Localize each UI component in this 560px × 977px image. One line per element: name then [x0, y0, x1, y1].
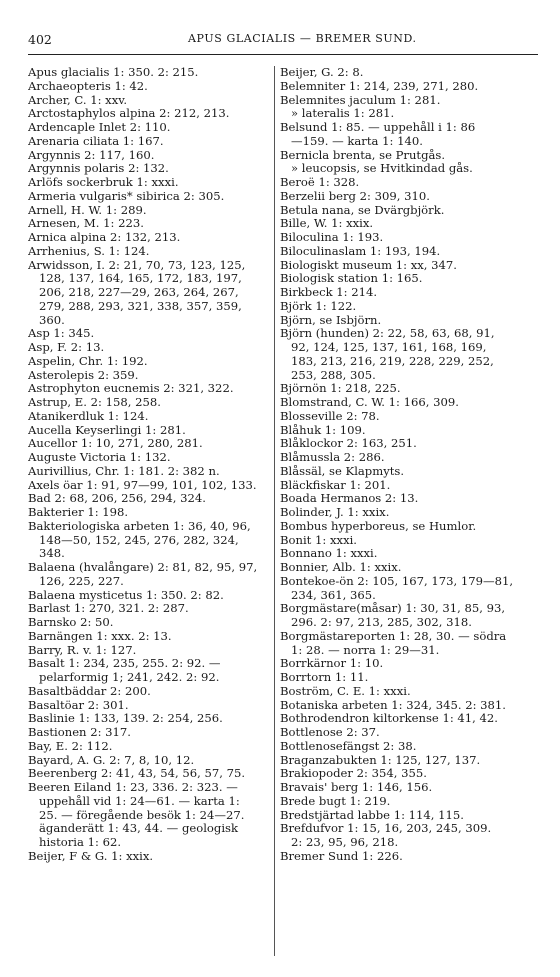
index-entry: Bayard, A. G. 2: 7, 8, 10, 12. — [28, 753, 195, 767]
index-column-left — [28, 66, 272, 864]
index-entry: Bottlenose 2: 37. — [280, 726, 380, 739]
index-entry: Bastionen 2: 317. — [28, 726, 131, 739]
index-entry: Belsund 1: 85. — uppehåll i 1: 86 — [280, 121, 476, 134]
index-entry-continuation: äganderätt 1: 43, 44. — geologisk — [39, 822, 239, 836]
index-entry-continuation: 234, 361, 365. — [291, 588, 376, 602]
index-entry-continuation: pelarformig 1; 241, 242. 2: 92. — [39, 671, 220, 684]
index-entry: Brede bugt 1: 219. — [280, 794, 391, 808]
index-entry: Bille, W. 1: xxix. — [280, 217, 374, 231]
index-entry: Betula nana, se Dvärgbjörk. — [280, 203, 445, 217]
index-entry: Aucella Keyserlingi 1: 281. — [28, 423, 186, 437]
index-entry: Biologisk station 1: 165. — [280, 272, 423, 286]
index-entry: Arrhenius, S. 1: 124. — [28, 244, 150, 258]
index-entry: Arctostaphylos alpina 2: 212, 213. — [28, 107, 230, 121]
index-entry: Balaena (hvalångare) 2: 81, 82, 95, 97, — [28, 561, 258, 574]
index-entry: Bredstjärtad labbe 1: 114, 115. — [280, 808, 464, 822]
index-entry: Bernicla brenta, se Prutgås. — [280, 148, 446, 162]
index-entry-continuation: uppehåll vid 1: 24—61. — karta 1: — [39, 794, 240, 808]
index-entry: Bothrodendron kiltorkense 1: 41, 42. — [280, 712, 498, 726]
index-entry: Blåssäl, se Klapmyts. — [280, 464, 405, 478]
index-entry-continuation: 279, 288, 293, 321, 338, 357, 359, — [39, 299, 242, 313]
index-entry: Ardencaple Inlet 2: 110. — [28, 121, 171, 134]
index-entry: Boström, C. E. 1: xxxi. — [280, 684, 411, 698]
index-entry: Archer, C. 1: xxv. — [28, 93, 128, 107]
index-entry: Aucellor 1: 10, 271, 280, 281. — [28, 437, 203, 451]
index-entry: Blåhuk 1: 109. — [280, 423, 366, 437]
index-entry: Beerenberg 2: 41, 43, 54, 56, 57, 75. — [28, 767, 246, 781]
index-entry-continuation: 1: 28. — norra 1: 29—31. — [291, 643, 440, 657]
index-entry: Bläckfiskar 1: 201. — [280, 478, 391, 492]
index-entry: Arnesen, M. 1: 223. — [28, 217, 144, 231]
index-entry: Asp 1: 345. — [28, 327, 95, 341]
index-entry-continuation: 348. — [39, 547, 65, 561]
index-entry: Barlast 1: 270, 321. 2: 287. — [28, 602, 189, 616]
index-entry: Beroë 1: 328. — [280, 176, 360, 189]
index-entry: Axels öar 1: 91, 97—99, 101, 102, 133. — [28, 478, 257, 492]
index-entry: Beeren Eiland 1: 23, 336. 2: 323. — — [28, 781, 238, 794]
page-number: 402 — [28, 32, 52, 47]
index-entry: Bremer Sund 1: 226. — [280, 849, 403, 863]
index-entry: Arnell, H. W. 1: 289. — [28, 203, 147, 217]
running-title: APUS GLACIALIS — BREMER SUND. — [188, 32, 417, 45]
index-entry-continuation: —159. — karta 1: 140. — [291, 134, 423, 148]
index-entry: Biloculinaslam 1: 193, 194. — [280, 244, 441, 258]
index-entry: Belemnites jaculum 1: 281. — [280, 93, 441, 107]
index-entry: Arenaria ciliata 1: 167. — [28, 134, 164, 148]
index-entry: Bolinder, J. 1: xxix. — [280, 506, 390, 519]
index-entry: Biloculina 1: 193. — [280, 231, 384, 244]
index-entry: Bay, E. 2: 112. — [28, 739, 113, 753]
index-entry: Björk 1: 122. — [280, 299, 357, 313]
index-entry: Auguste Victoria 1: 132. — [28, 451, 171, 464]
index-entry: Borrkärnor 1: 10. — [280, 657, 384, 671]
index-entry: Barnängen 1: xxx. 2: 13. — [28, 629, 172, 643]
index-entry: Bonnier, Alb. 1: xxix. — [280, 561, 402, 574]
index-entry: Björnön 1: 218, 225. — [280, 382, 401, 396]
index-entry: Balaena mysticetus 1: 350. 2: 82. — [28, 588, 224, 602]
index-entry-continuation: 360. — [39, 313, 65, 327]
index-entry: Archaeopteris 1: 42. — [28, 79, 148, 93]
index-entry: Beijer, G. 2: 8. — [280, 66, 364, 79]
index-entry: Barry, R. v. 1: 127. — [28, 643, 137, 657]
index-entry: Björn (hunden) 2: 22, 58, 63, 68, 91, — [280, 327, 495, 341]
index-entry: Aurivillius, Chr. 1: 181. 2: 382 n. — [28, 464, 220, 478]
index-entry: Brefdufvor 1: 15, 16, 203, 245, 309. — [280, 822, 492, 836]
index-entry: Bottlenosefängst 2: 38. — [280, 739, 417, 753]
index-entry: Bombus hyperboreus, se Humlor. — [280, 519, 477, 533]
index-column-right — [280, 66, 538, 864]
index-entry: Barnsko 2: 50. — [28, 616, 114, 629]
index-entry: Armeria vulgaris* sibirica 2: 305. — [28, 189, 225, 203]
index-entry-continuation: 296. 2: 97, 213, 285, 302, 318. — [291, 616, 472, 629]
index-entry: Borrtorn 1: 11. — [280, 671, 369, 684]
index-entry: Bakteriologiska arbeten 1: 36, 40, 96, — [28, 519, 251, 533]
index-entry-continuation: 148—50, 152, 245, 276, 282, 324, — [39, 533, 239, 547]
index-entry: Belemniter 1: 214, 239, 271, 280. — [280, 79, 479, 93]
index-entry: Bonit 1: xxxi. — [280, 533, 357, 547]
index-entry: Asterolepis 2: 359. — [28, 368, 139, 382]
index-entry: Blomstrand, C. W. 1: 166, 309. — [280, 396, 459, 409]
index-entry: Arlöfs sockerbruk 1: xxxi. — [28, 176, 179, 189]
index-entry: Aspelin, Chr. 1: 192. — [28, 354, 148, 368]
index-entry: Baslinie 1: 133, 139. 2: 254, 256. — [28, 712, 223, 726]
index-entry: Basaltöar 2: 301. — [28, 698, 129, 712]
index-entry: Borgmästare(måsar) 1: 30, 31, 85, 93, — [280, 602, 506, 616]
index-entry: Basalt 1: 234, 235, 255. 2: 92. — — [28, 657, 221, 671]
header-rule — [28, 54, 538, 55]
index-entry-continuation: historia 1: 62. — [39, 836, 122, 849]
index-entry: Blosseville 2: 78. — [280, 409, 380, 423]
index-entry: Braganzabukten 1: 125, 127, 137. — [280, 753, 481, 767]
index-entry: Borgmästareporten 1: 28, 30. — södra — [280, 629, 507, 643]
index-entry: Boada Hermanos 2: 13. — [280, 492, 419, 506]
index-entry: Astrophyton eucnemis 2: 321, 322. — [28, 382, 234, 396]
index-entry: Apus glacialis 1: 350. 2: 215. — [28, 66, 199, 79]
index-entry: Argynnis polaris 2: 132. — [28, 162, 169, 176]
index-entry: Brakiopoder 2: 354, 355. — [280, 767, 427, 781]
index-entry-continuation: » leucopsis, se Hvitkindad gås. — [291, 162, 473, 176]
index-entry: Bad 2: 68, 206, 256, 294, 324. — [28, 492, 206, 506]
index-entry: Biologiskt museum 1: xx, 347. — [280, 258, 457, 272]
index-entry: Berzelii berg 2: 309, 310. — [280, 189, 430, 203]
index-entry: Astrup, E. 2: 158, 258. — [28, 396, 161, 409]
index-entry: Atanikerdluk 1: 124. — [28, 409, 149, 423]
index-entry-continuation: 128, 137, 164, 165, 172, 183, 197, — [39, 272, 242, 286]
index-entry: Bravais' berg 1: 146, 156. — [280, 781, 433, 794]
index-entry-continuation: 206, 218, 227—29, 263, 264, 267, — [39, 286, 239, 299]
index-entry: Blåklockor 2: 163, 251. — [280, 437, 417, 451]
column-divider — [274, 66, 275, 956]
index-entry-continuation: 183, 213, 216, 219, 228, 229, 252, — [291, 354, 494, 368]
index-entry: Arwidsson, I. 2: 21, 70, 73, 123, 125, — [28, 258, 246, 272]
index-entry: Blåmussla 2: 286. — [280, 451, 385, 464]
index-entry: Bontekoe-ön 2: 105, 167, 173, 179—81, — [280, 574, 514, 588]
index-entry-continuation: » lateralis 1: 281. — [291, 107, 395, 121]
index-entry-continuation: 2: 23, 95, 96, 218. — [291, 836, 399, 849]
index-entry: Björn, se Isbjörn. — [280, 313, 382, 327]
index-entry-continuation: 25. — föregående besök 1: 24—27. — [39, 808, 245, 822]
index-entry-continuation: 92, 124, 125, 137, 161, 168, 169, — [291, 341, 487, 354]
index-entry: Beijer, F & G. 1: xxix. — [28, 849, 154, 863]
index-entry: Bakterier 1: 198. — [28, 506, 129, 519]
index-entry: Botaniska arbeten 1: 324, 345. 2: 381. — [280, 698, 506, 712]
page-header — [28, 32, 538, 50]
index-entry-continuation: 253, 288, 305. — [291, 368, 376, 382]
index-entry: Basaltbäddar 2: 200. — [28, 684, 151, 698]
index-entry-continuation: 126, 225, 227. — [39, 574, 124, 588]
index-entry: Argynnis 2: 117, 160. — [28, 148, 155, 162]
index-entry: Arnica alpina 2: 132, 213. — [28, 231, 181, 244]
index-entry: Birkbeck 1: 214. — [280, 286, 378, 299]
index-entry: Bonnano 1: xxxi. — [280, 547, 378, 561]
index-entry: Asp, F. 2: 13. — [28, 341, 105, 354]
